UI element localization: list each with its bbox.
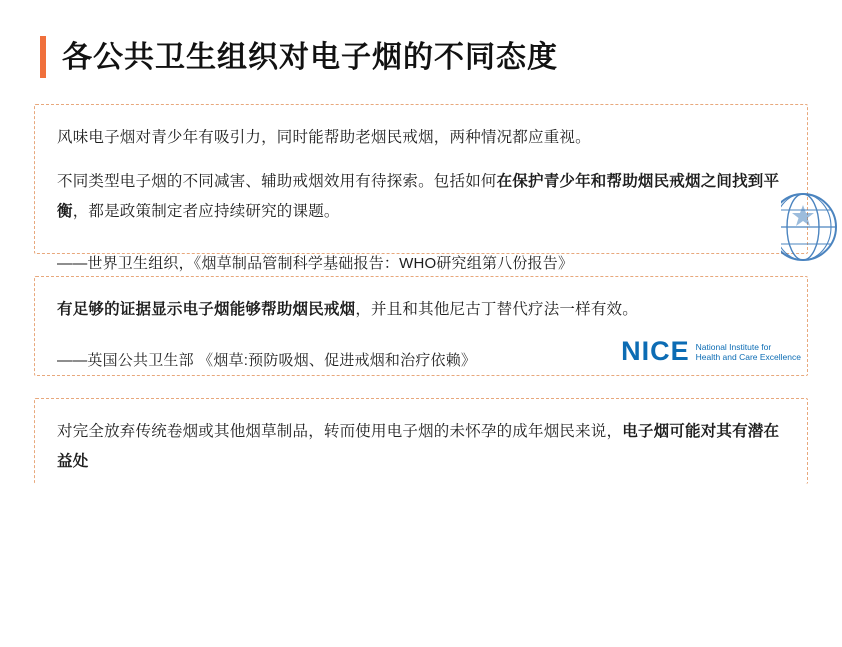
title-accent-bar bbox=[40, 36, 46, 78]
quote-paragraph: 风味电子烟对青少年有吸引力，同时能帮助老烟民戒烟，两种情况都应重视。 bbox=[57, 129, 591, 146]
spacer bbox=[57, 242, 785, 250]
paragraph-lead: 不同类型电子烟的不同减害、辅助戒烟效用有待探索。包括如何 bbox=[57, 173, 497, 191]
who-emblem-icon bbox=[781, 191, 841, 263]
nice-tagline bbox=[696, 342, 801, 365]
paragraph-emphasis: 电子烟可能对其有潜在益处 bbox=[57, 423, 780, 471]
quote-block-who bbox=[34, 104, 808, 272]
page-title: 各公共卫生组织对电子烟的不同态度 bbox=[62, 40, 558, 74]
nice-tagline-line1: National Institute for bbox=[695, 341, 772, 352]
paragraph-tail: ，都是政策制定者应持续研究的课题。 bbox=[72, 203, 340, 221]
quote-block-phe bbox=[34, 276, 808, 376]
paragraph-tail: ，并且和其他尼古丁替代疗法一样有效。 bbox=[355, 301, 638, 318]
quote-paragraph-emphasized bbox=[57, 295, 785, 325]
nice-tagline-line2: Health and Care Excellence bbox=[695, 352, 801, 363]
page-title-row bbox=[34, 36, 808, 78]
nice-logo-icon bbox=[621, 338, 801, 365]
nice-wordmark: NICE bbox=[621, 336, 690, 366]
quote-paragraph-emphasized bbox=[57, 417, 785, 477]
quote-source: ——世界卫生组织，《烟草制品管制科学基础报告：WHO研究组第八份报告》 bbox=[57, 254, 574, 272]
paragraph-emphasis: 有足够的证据显示电子烟能够帮助烟民戒烟 bbox=[57, 301, 356, 318]
quote-source: ——英国公共卫生部 《烟草:预防吸烟、促进戒烟和治疗依赖》 bbox=[57, 352, 477, 370]
quote-block-third bbox=[34, 398, 808, 484]
paragraph-emphasis: 在保护青少年和帮助烟民戒烟之间找到平衡 bbox=[57, 173, 780, 221]
document-page bbox=[0, 36, 842, 647]
quote-paragraph-emphasized bbox=[57, 167, 785, 227]
paragraph-lead: 对完全放弃传统卷烟或其他烟草制品，转而使用电子烟的未怀孕的成年烟民来说， bbox=[57, 423, 623, 440]
